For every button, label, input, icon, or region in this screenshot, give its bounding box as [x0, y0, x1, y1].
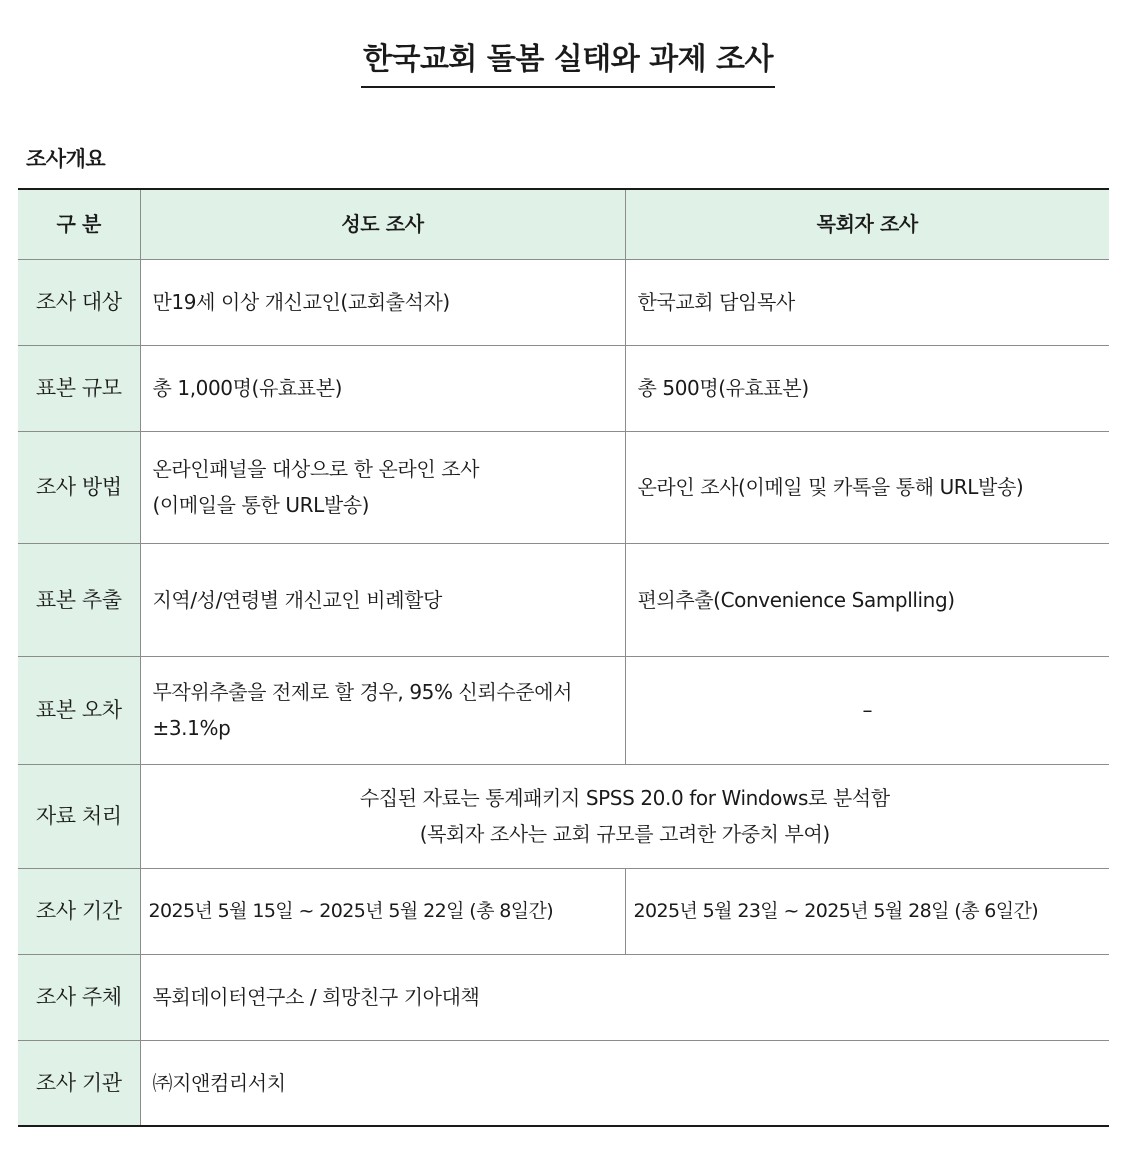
cell-processing-line2: (목회자 조사는 교회 규모를 고려한 가중치 부여) — [419, 822, 830, 846]
title-container — [0, 40, 1136, 88]
cell-processing-line1: 수집된 자료는 통계패키지 SPSS 20.0 for Windows로 분석함 — [359, 786, 890, 810]
row-label-sample-size: 표본 규모 — [18, 345, 140, 431]
table-row-sample-size — [18, 345, 1109, 431]
table-row-sampling — [18, 543, 1109, 656]
cell-pastor-sampling: 편의추출(Convenience Samplling) — [625, 543, 1109, 656]
cell-member-method — [140, 431, 625, 543]
row-label-sampling: 표본 추출 — [18, 543, 140, 656]
cell-pastor-period: 2025년 5월 23일 ~ 2025년 5월 28일 (총 6일간) — [625, 868, 1109, 954]
cell-pastor-sample-size: 총 500명(유효표본) — [625, 345, 1109, 431]
cell-member-error-line2: ±3.1%p — [152, 716, 231, 740]
table-header-row — [18, 189, 1109, 259]
page-title: 한국교회 돌봄 실태와 과제 조사 — [361, 40, 775, 88]
cell-member-target: 만19세 이상 개신교인(교회출석자) — [140, 259, 625, 345]
cell-organizer: 목회데이터연구소 / 희망친구 기아대책 — [140, 954, 1109, 1040]
cell-member-sample-size: 총 1,000명(유효표본) — [140, 345, 625, 431]
survey-overview-table — [18, 188, 1109, 1127]
cell-pastor-method: 온라인 조사(이메일 및 카톡을 통해 URL발송) — [625, 431, 1109, 543]
section-label: 조사개요 — [26, 147, 106, 171]
row-label-period: 조사 기간 — [18, 868, 140, 954]
table-row-target — [18, 259, 1109, 345]
table-row-processing — [18, 764, 1109, 868]
header-category: 구 분 — [18, 189, 140, 259]
cell-member-period: 2025년 5월 15일 ~ 2025년 5월 22일 (총 8일간) — [140, 868, 625, 954]
cell-member-error-line1: 무작위추출을 전제로 할 경우, 95% 신뢰수준에서 — [152, 680, 573, 704]
cell-agency: ㈜지앤컴리서치 — [140, 1040, 1109, 1126]
header-pastor-survey: 목회자 조사 — [625, 189, 1109, 259]
table-row-error — [18, 656, 1109, 764]
cell-pastor-error: – — [625, 656, 1109, 764]
table-row-period — [18, 868, 1109, 954]
row-label-agency: 조사 기관 — [18, 1040, 140, 1126]
cell-member-error — [140, 656, 625, 764]
table-row-organizer — [18, 954, 1109, 1040]
cell-pastor-target: 한국교회 담임목사 — [625, 259, 1109, 345]
row-label-method: 조사 방법 — [18, 431, 140, 543]
row-label-processing: 자료 처리 — [18, 764, 140, 868]
cell-member-method-line2: (이메일을 통한 URL발송) — [152, 493, 370, 517]
table-row-method — [18, 431, 1109, 543]
row-label-target: 조사 대상 — [18, 259, 140, 345]
cell-processing — [140, 764, 1109, 868]
cell-member-method-line1: 온라인패널을 대상으로 한 온라인 조사 — [152, 457, 480, 481]
cell-member-sampling: 지역/성/연령별 개신교인 비례할당 — [140, 543, 625, 656]
row-label-organizer: 조사 주체 — [18, 954, 140, 1040]
row-label-error: 표본 오차 — [18, 656, 140, 764]
header-member-survey: 성도 조사 — [140, 189, 625, 259]
table-row-agency — [18, 1040, 1109, 1126]
